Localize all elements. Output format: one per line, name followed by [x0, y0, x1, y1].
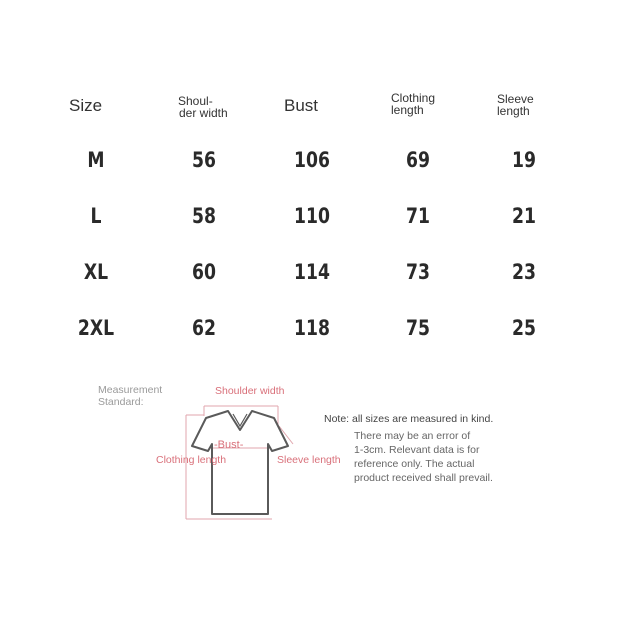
measurement-standard-line1: Measurement — [98, 384, 163, 396]
cell-bust: 110 — [294, 204, 330, 228]
cell-sleeve: 23 — [512, 260, 536, 284]
shoulder-width-label: Shoulder width — [215, 385, 285, 397]
cell-shoulder: 58 — [192, 204, 216, 228]
cell-sleeve: 25 — [512, 316, 536, 340]
cell-bust: 114 — [294, 260, 330, 284]
cell-size: L — [90, 204, 102, 228]
cell-size: M — [87, 148, 105, 172]
note-line4: reference only. The actual — [354, 458, 475, 470]
note-line5: product received shall prevail. — [354, 472, 493, 484]
header-shoulder-line2: der width — [179, 106, 228, 120]
measurement-standard-line2: Standard: — [98, 396, 144, 409]
bust-label: -Bust- — [214, 439, 244, 451]
note-line2: There may be an error of — [354, 430, 471, 442]
cell-length: 73 — [406, 260, 430, 284]
cell-shoulder: 62 — [192, 316, 216, 340]
header-length-line1: Clothing — [391, 91, 436, 105]
header-shoulder-line1: Shoul- — [178, 94, 213, 108]
note-line1: Note: all sizes are measured in kind. — [324, 413, 494, 425]
header-size: Size — [69, 96, 103, 115]
cell-shoulder: 60 — [192, 260, 216, 284]
note-body — [354, 429, 493, 485]
note-line3: 1-3cm. Relevant data is for — [354, 444, 480, 456]
cell-sleeve: 19 — [512, 148, 536, 172]
header-sleeve-line1: Sleeve — [497, 92, 534, 106]
cell-sleeve: 21 — [512, 204, 536, 228]
bust-label-text: Bust — [217, 439, 240, 451]
header-sleeve-line2: length — [497, 104, 530, 118]
header-bust: Bust — [284, 96, 319, 115]
clothing-length-label: Clothing length — [156, 454, 227, 466]
cell-shoulder: 56 — [192, 148, 216, 172]
cell-length: 71 — [406, 204, 430, 228]
cell-length: 75 — [406, 316, 430, 340]
collar-icon — [233, 414, 247, 426]
cell-bust: 106 — [294, 148, 330, 172]
cell-length: 69 — [406, 148, 430, 172]
cell-size: 2XL — [77, 316, 115, 340]
cell-bust: 118 — [294, 316, 330, 340]
cell-size: XL — [83, 260, 109, 284]
sleeve-length-label: Sleeve length — [277, 454, 341, 466]
header-length-line2: length — [391, 103, 424, 117]
